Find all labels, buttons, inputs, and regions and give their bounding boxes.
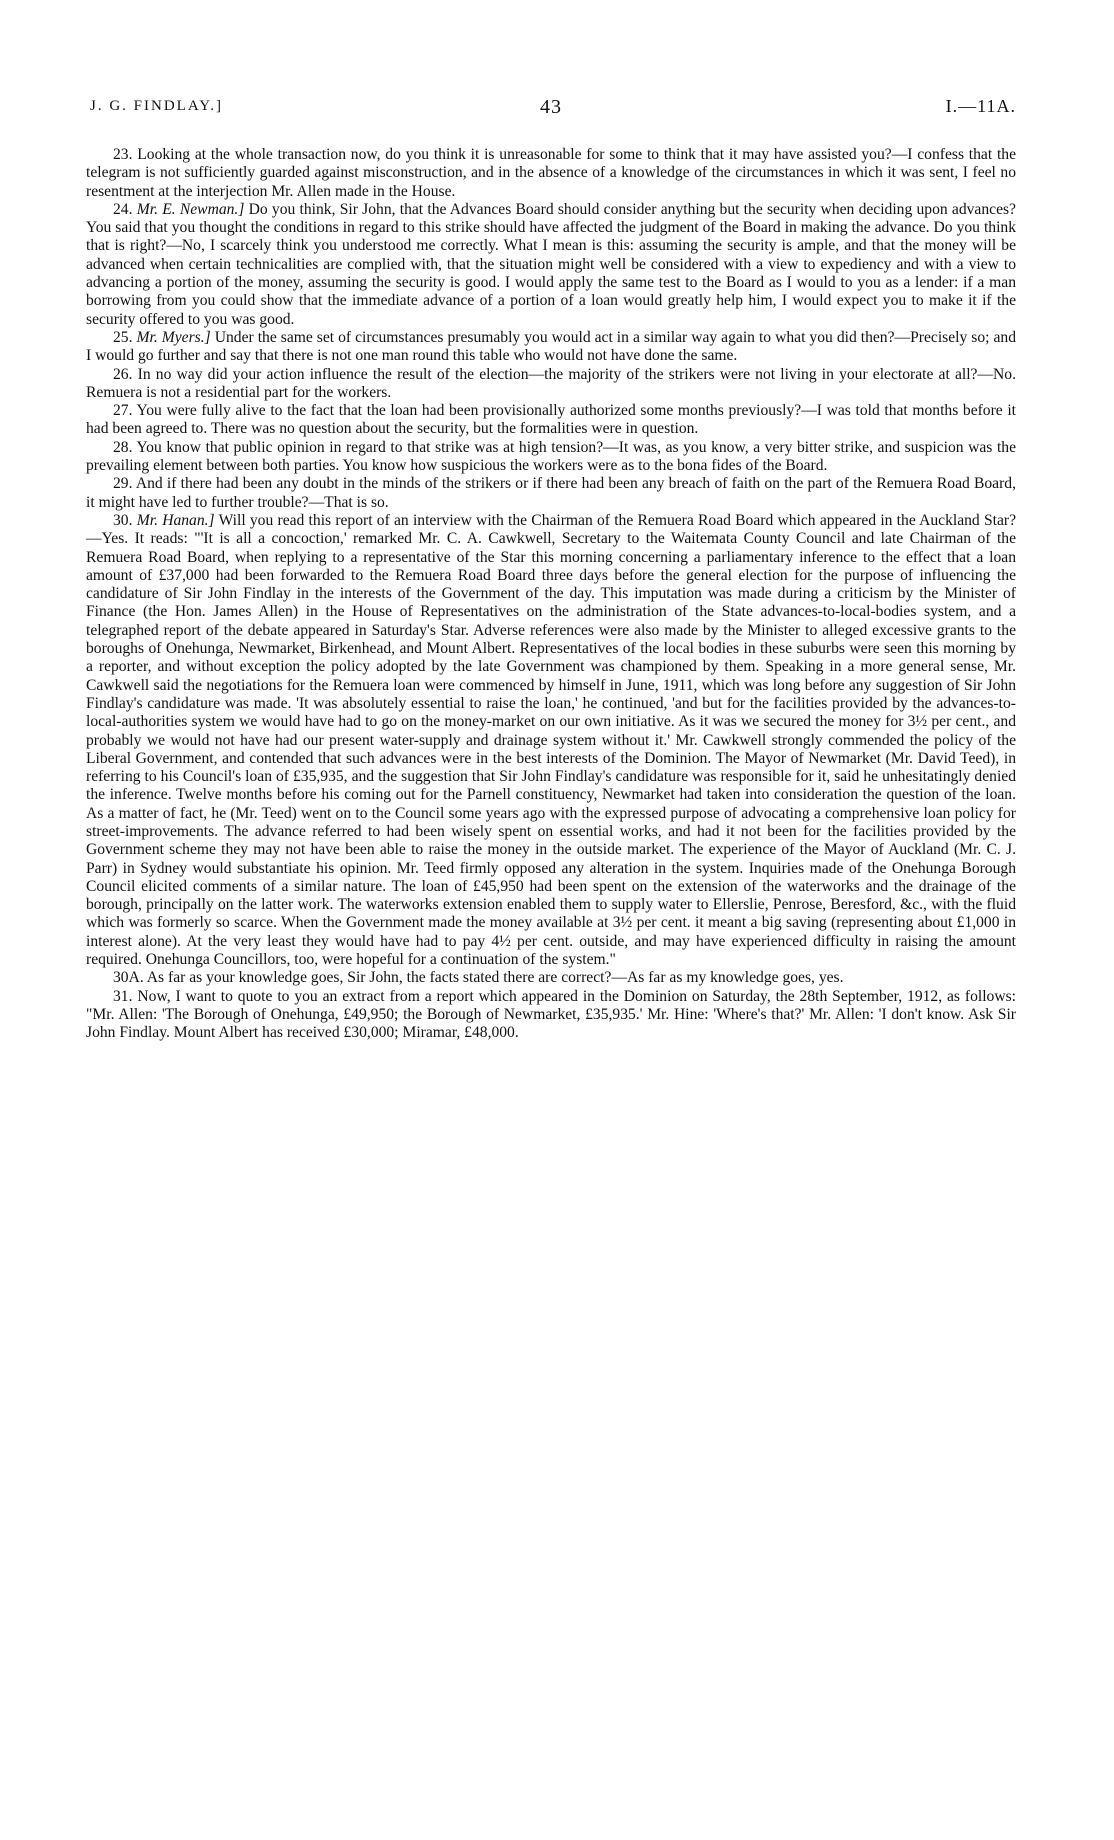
paragraph-25: 25. Mr. Myers.] Under the same set of circumstances presumably you would act in a similar way again to what you did then?—Precisely so; and I would go further and say that there is not one man round this table who would not have done the same.: [86, 328, 1017, 365]
header-right: I.—11A.: [945, 96, 1016, 116]
speaker-label: Mr. Myers.]: [136, 328, 211, 346]
speaker-label: Mr. Hanan.]: [136, 511, 215, 529]
body-text: [86, 146, 1016, 1043]
paragraph-28: 28. You know that public opinion in regard to that strike was at high tension?—It was, as you know, a very bitter strike, and suspicion was the prevailing element between both parties. You know how suspicious the workers were as to the bona fides of the Board.: [86, 438, 1016, 475]
paragraph-23: 23. Looking at the whole transaction now, do you think it is unreasonable for some to think that it may have assisted you?—I confess that the telegram is not sufficiently guarded against misconstruction, and in the absence of a knowledge of the circumstances in which it was sent, I feel no resentment at the interjection Mr. Allen made in the House.: [86, 146, 1016, 200]
running-head: [86, 96, 1016, 122]
paragraph-26: 26. In no way did your action influence the result of the election—the majority of the strikers were not living in your electorate at all?—No. Remuera is not a residential part for the workers.: [86, 365, 1016, 401]
paragraph-31: 31. Now, I want to quote to you an extract from a report which appeared in the Dominion on Saturday, the 28th September, 1912, as follows: "Mr. Allen: 'The Borough of Onehunga, £49,950; the Borough of Newmarket, £35,935.' Mr. Hine: 'Where's that?' Mr. Allen: 'I don't know. Ask Sir John Findlay. Mount Albert has received £30,000; Miramar, £48,000.: [86, 987, 1016, 1042]
paragraph-27: 27. You were fully alive to the fact that the loan had been provisionally authorized some months previously?—I was told that months before it had been agreed to. There was no question about the security, but the formalities were in question.: [86, 402, 1016, 438]
paragraph-29: 29. And if there had been any doubt in the minds of the strikers or if there had been any breach of faith on the part of the Remuera Road Board, it might have led to further trouble?—That is so.: [86, 475, 1016, 511]
paragraph-30a: 30A. As far as your knowledge goes, Sir John, the facts stated there are correct?—As far as my knowledge goes, yes.: [113, 969, 844, 987]
speaker-label: Mr. E. Newman.]: [136, 200, 245, 218]
paragraph-30: 30. Mr. Hanan.] Will you read this report of an interview with the Chairman of the Remuera Road Board which appeared in the Auckland Star?—Yes. It reads: "'It is all a concoction,' remarked Mr. C. A. Cawkwell, Secretary to the Waitemata County Council and late Chairman of the Remuera Road Board, when replying to a representative of the Star this morning concerning a parliamentary inference to the effect that a loan amount of £37,000 had been forwarded to the Remuera Road Board three days before the general election for the purpose of influencing the candidature of Sir John Findlay in the interests of the Government of the day. This imputation was made during a criticism by the Minister of Finance (the Hon. James Allen) in the House of Representatives on the administration of the State advances-to-local-bodies system, and a telegraphed report of the debate appeared in Saturday's Star. Adverse references were also made by the Minister to alleged excessive grants to the boroughs of Onehunga, Newmarket, Birkenhead, and Mount Albert. Representatives of the local bodies in these suburbs were seen this morning by a reporter, and without exception the policy adopted by the late Government was championed by them. Speaking in a more general sense, Mr. Cawkwell said the negotiations for the Remuera loan were commenced by himself in June, 1911, which was long before any suggestion of Sir John Findlay's candidature was made. 'It was absolutely essential to raise the loan,' he continued, 'and but for the facilities provided by the advances-to-local-authorities system we would have had to go on the money-market on our own initiative. As it was we secured the money for 3½ per cent., and probably we would not have had our present water-supply and drainage system without it.' Mr. Cawkwell strongly commended the policy of the Liberal Government, and contended that such advances were in the best interests of the Dominion. The Mayor of Newmarket (Mr. David Teed), in referring to his Council's loan of £35,935, and the suggestion that Sir John Findlay's candidature was responsible for it, said he unhesitatingly denied the inference. Twelve months before his coming out for the Parnell constituency, Newmarket had taken into consideration the question of the loan. As a matter of fact, he (Mr. Teed) went on to the Council some years ago with the expressed purpose of advocating a comprehensive loan policy for street-improvements. The advance referred to had been wisely spent on essential works, and had it not been for the facilities provided by the Government scheme they may not have been able to raise the money in the outside market. The experience of the Mayor of Auckland (Mr. C. J. Parr) in Sydney would substantiate his opinion. Mr. Teed firmly opposed any alteration in the system. Inquiries made of the Onehunga Borough Council elicited comments of a similar nature. The loan of £45,950 had been spent on the extension of the waterworks and the drainage of the borough, principally on the latter work. The waterworks extension enabled them to supply water to Ellerslie, Penrose, Beresford, &c., with the fluid which was formerly so scarce. When the Government made the money available at 3½ per cent. it meant a big saving (representing about £1,000 in interest alone). At the very least they would have had to pay 4½ per cent. outside, and may have experienced difficulty in raising the amount required. Onehunga Councillors, too, were hopeful for a continuation of the system.": [86, 511, 1016, 969]
header-left: J. G. FINDLAY.]: [90, 98, 223, 114]
page-number: 43: [540, 96, 562, 118]
document-page: [86, 96, 1016, 1043]
paragraph-24: 24. Mr. E. Newman.] Do you think, Sir John, that the Advances Board should consider anything but the security when deciding upon advances? You said that you thought the conditions in regard to this strike should have affected the judgment of the Board in making the advance. Do you think that is right?—No, I scarcely think you understood me correctly. What I mean is this: assuming the security is ample, and that the money will be advanced when certain technicalities are complied with, that the situation might well be considered with a view to expediency and with a view to advancing a portion of the money, assuming the security is good. I would apply the same test to the Board as I would to you as a lender: if a man borrowing from you could show that the immediate advance of a portion of a loan would greatly help him, I would expect you to make it if the security offered to you was good.: [86, 200, 1016, 328]
